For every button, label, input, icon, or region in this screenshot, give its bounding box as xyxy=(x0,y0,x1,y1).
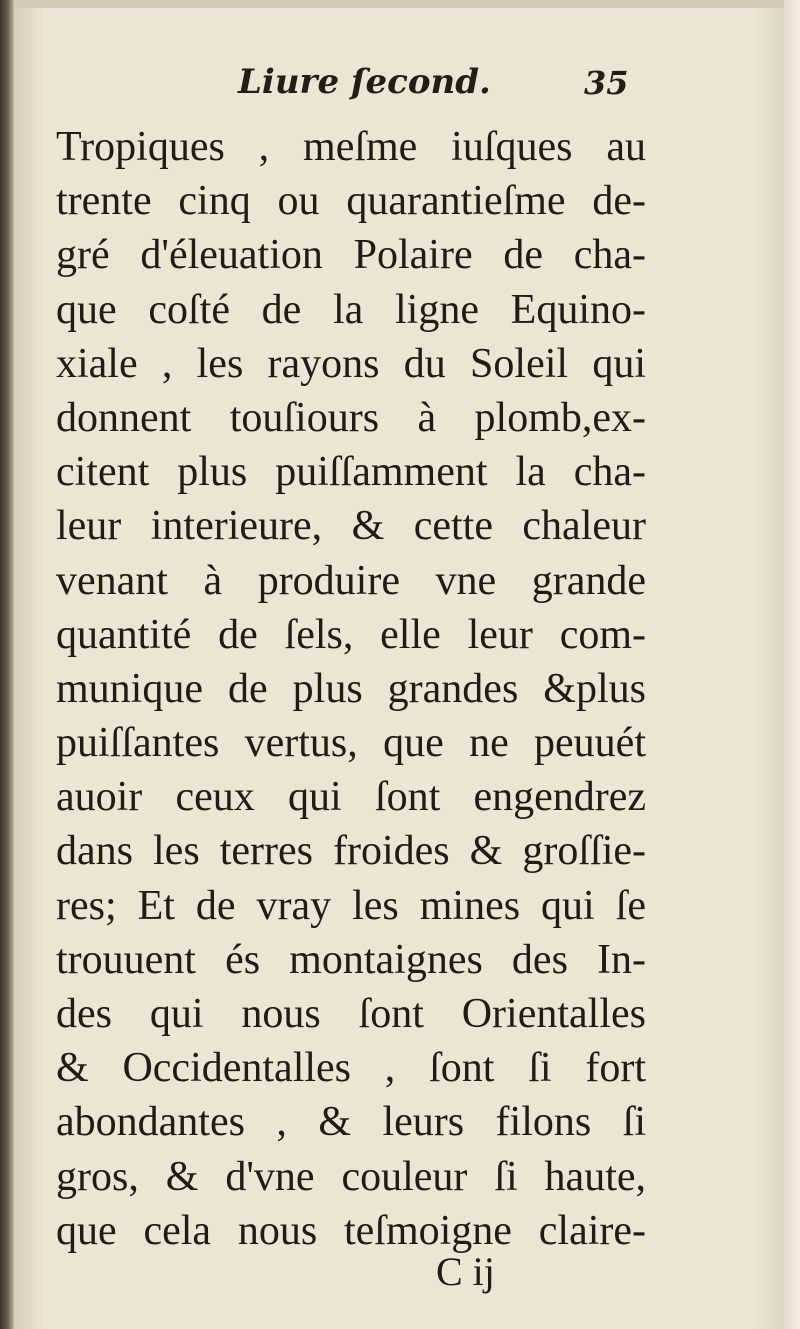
text-line: donnent touſiours à plomb,ex- xyxy=(56,394,646,441)
page-number: 35 xyxy=(584,64,629,102)
body-text xyxy=(56,120,646,1258)
text-line: que cela nous teſmoigne claire- xyxy=(56,1207,646,1254)
text-line: Tropiques , meſme iuſques au xyxy=(56,124,646,170)
running-title: Liure ſecond. xyxy=(238,62,491,102)
page-edge xyxy=(784,0,800,1329)
running-head xyxy=(238,62,638,112)
text-line: dans les terres froides & groſſie- xyxy=(56,828,646,875)
text-line: munique de plus grandes &plus xyxy=(56,665,646,712)
text-line: leur interieure, & cette chaleur xyxy=(56,503,646,550)
text-line: quantité de ſels, elle leur com- xyxy=(56,611,646,658)
binding-gutter xyxy=(0,0,14,1329)
text-line: trente cinq ou quarantieſme de- xyxy=(56,178,646,225)
text-line: abondantes , & leurs filons ſi xyxy=(56,1099,646,1146)
text-line: res; Et de vray les mines qui ſe xyxy=(56,882,646,929)
text-line: des qui nous ſont Orientalles xyxy=(56,991,646,1037)
text-line: citent plus puiſſamment la cha- xyxy=(56,449,646,496)
text-line: xiale , les rayons du Soleil qui xyxy=(56,340,646,387)
text-line: puiſſantes vertus, que ne peuuét xyxy=(56,720,646,767)
text-line: & Occidentalles , ſont ſi fort xyxy=(56,1045,646,1092)
signature-mark: C ij xyxy=(436,1249,495,1294)
text-line: que coſté de la ligne Equino- xyxy=(56,286,646,333)
text-line: gros, & d'vne couleur ſi haute, xyxy=(56,1153,646,1200)
text-line: trouuent és montaignes des In- xyxy=(56,936,646,983)
text-line: venant à produire vne grande xyxy=(56,557,646,604)
text-line: gré d'éleuation Polaire de cha- xyxy=(56,232,646,279)
text-line: auoir ceux qui ſont engendrez xyxy=(56,774,646,821)
